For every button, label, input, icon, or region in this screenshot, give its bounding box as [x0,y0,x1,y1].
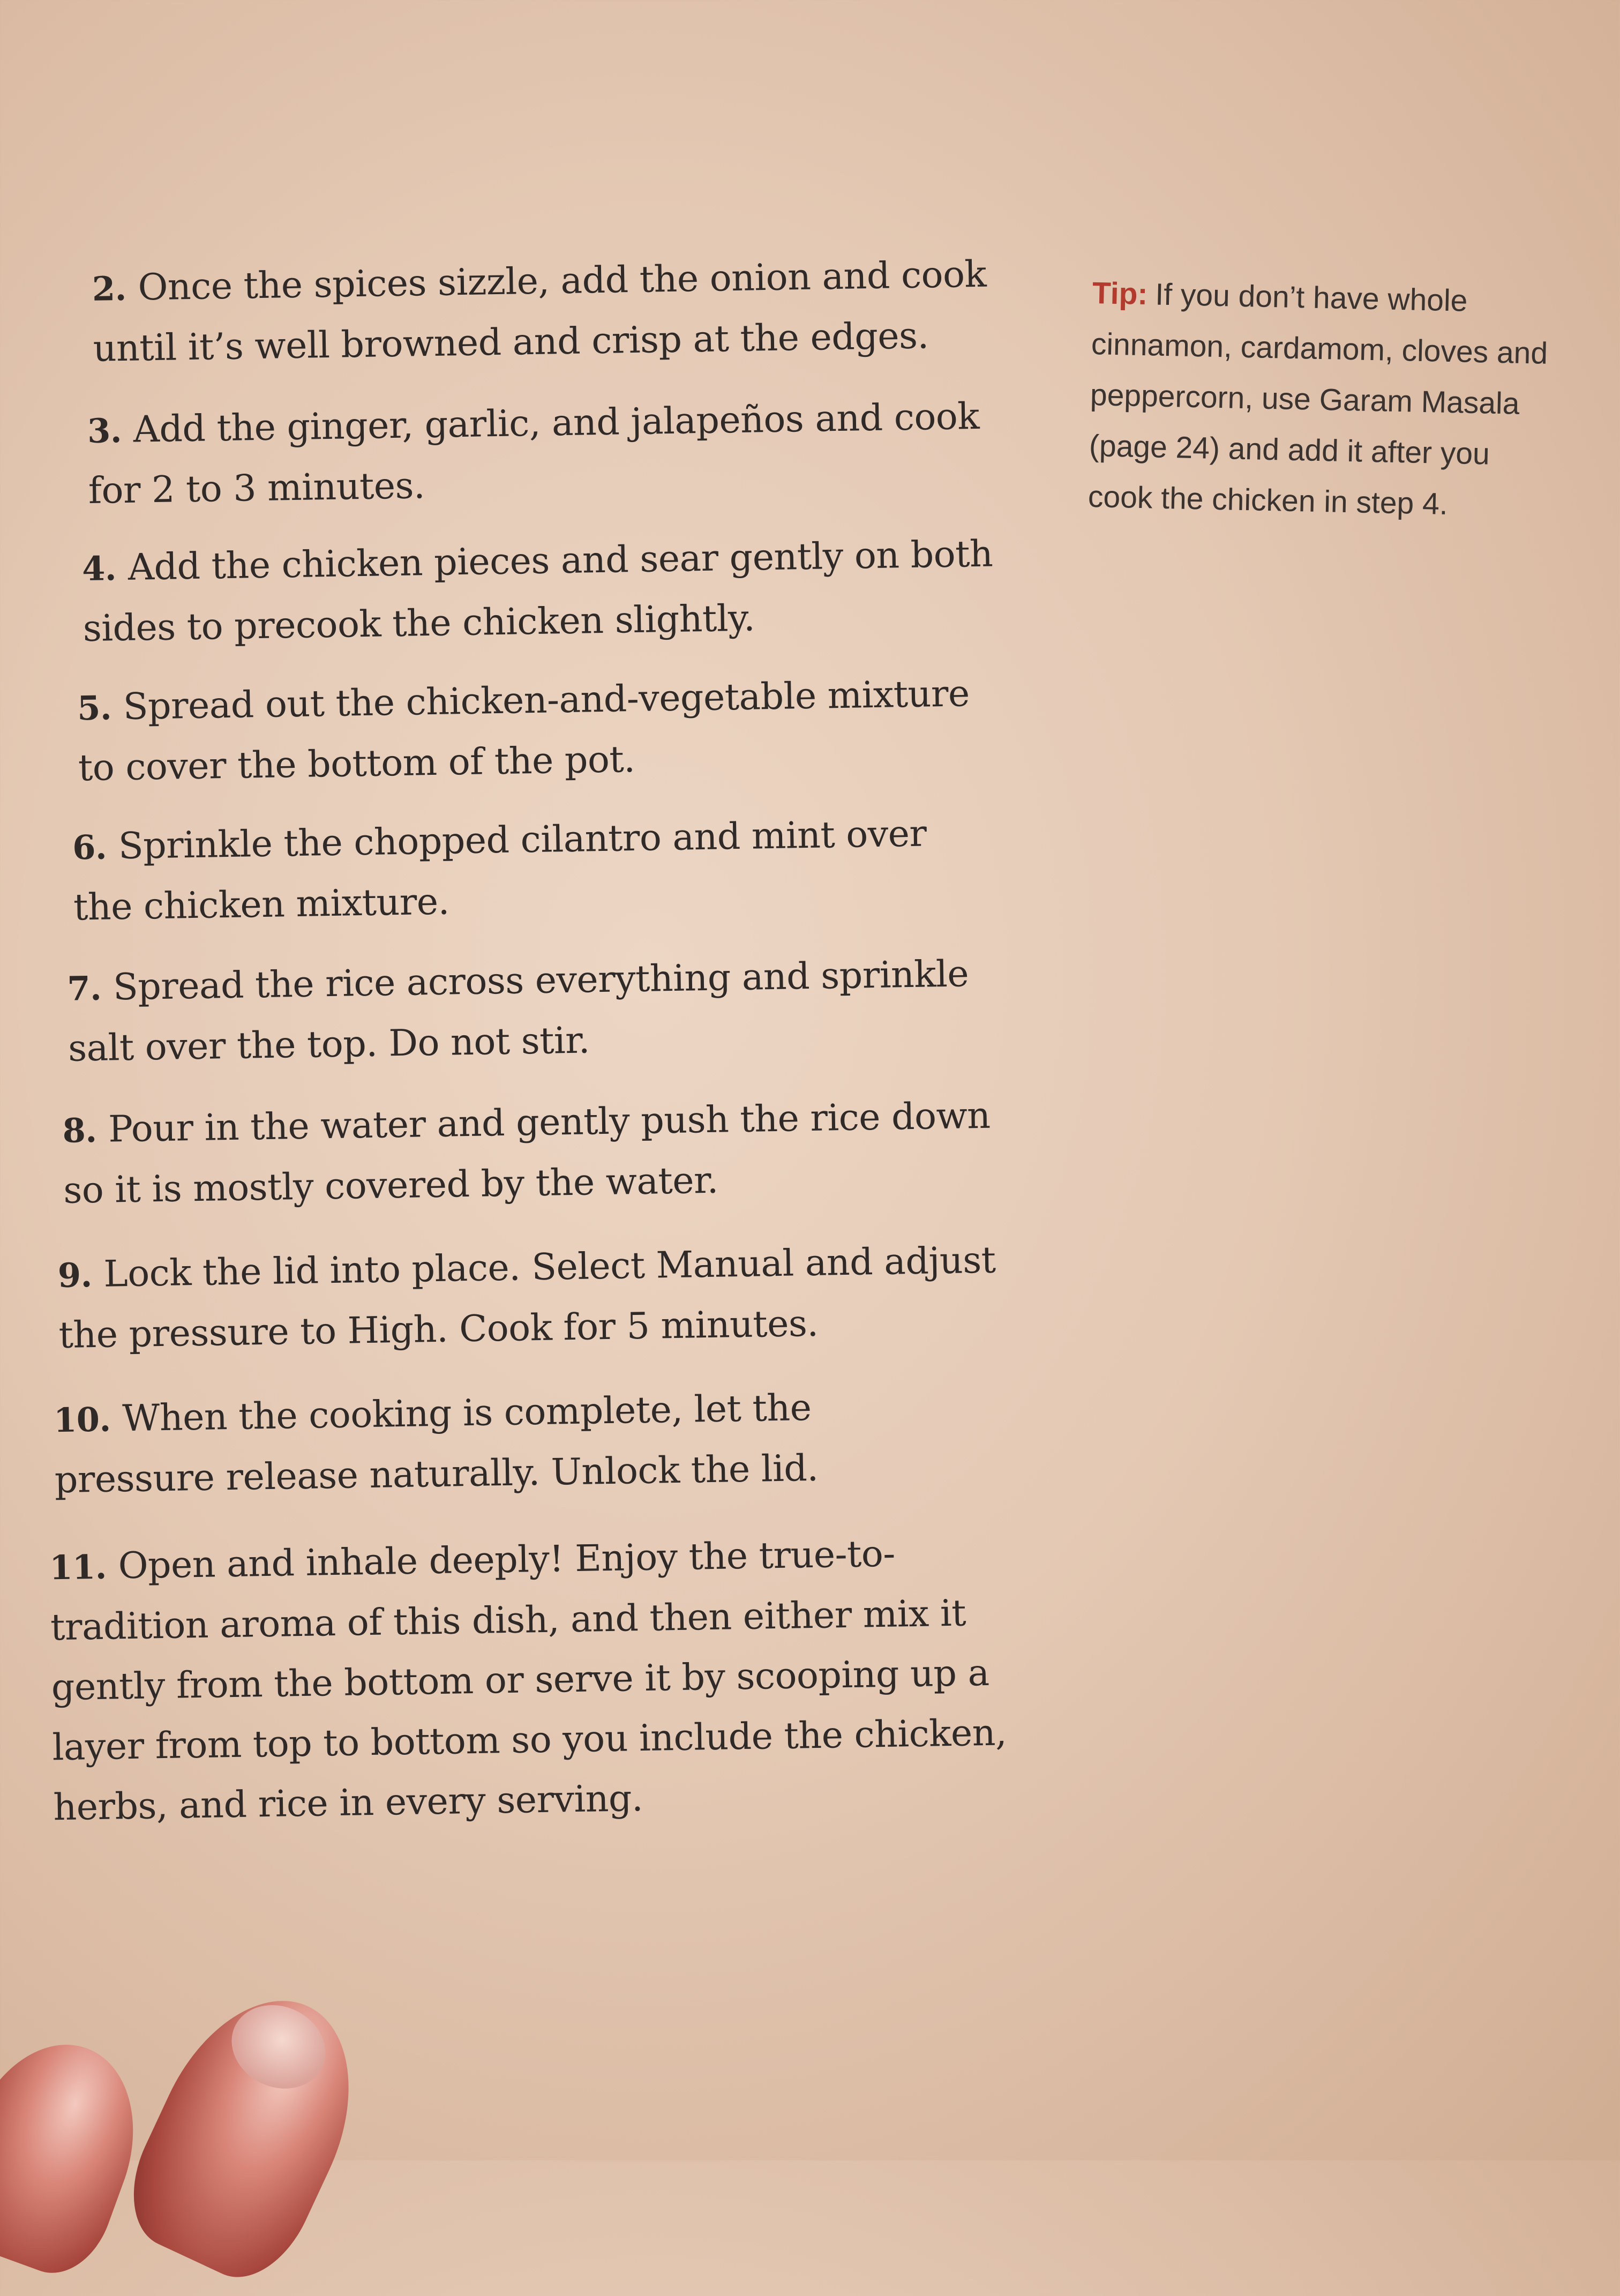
step-text: Spread the rice across everything and sprinkle salt over the top. Do not stir. [68,953,969,1070]
step-text: Add the chicken pieces and sear gently on both sides to precook the chicken slightly. [82,533,993,650]
step-text: Once the spices sizzle, add the onion and cook until it’s well browned and crisp at the edges. [93,253,987,370]
step-3 [87,386,999,521]
step-number: 2. [92,268,127,309]
step-6 [72,803,973,938]
tip-sidebar [1088,268,1564,532]
step-2 [92,244,1004,379]
step-4 [81,524,1026,660]
step-number: 4. [81,549,117,589]
step-9 [57,1230,1023,1366]
step-number: 11. [49,1547,107,1588]
step-10 [53,1375,976,1510]
step-11 [49,1522,1040,1838]
step-text: Open and inhale deeply! Enjoy the true-to-tradition aroma of this dish, and then either mix it gently from the bottom or serve it by scooping up a layer from top to bottom so you include the chicken, herbs, and rice in every serving. [50,1532,1007,1829]
step-8 [62,1086,1028,1221]
step-number: 7. [66,968,102,1008]
step-number: 8. [62,1110,97,1150]
tip-text: If you don’t have whole cinnamon, cardamom, cloves and peppercorn, use Garam Masala (page 24) and add it after you cook the chicken in step 4. [1088,277,1548,521]
step-5 [77,664,989,799]
step-text: Spread out the chicken-and-vegetable mixture to cover the bottom of the pot. [78,672,970,790]
step-text: Lock the lid into place. Select Manual and adjust the pressure to High. Cook for 5 minutes. [58,1239,996,1357]
step-number: 9. [57,1255,93,1296]
step-number: 5. [77,688,112,728]
step-number: 6. [72,827,107,867]
step-text: Add the ginger, garlic, and jalapeños and cook for 2 to 3 minutes. [88,395,980,512]
tip-label: Tip: [1092,275,1149,312]
step-text: Sprinkle the chopped cilantro and mint over the chicken mixture. [73,812,927,929]
step-text: Pour in the water and gently push the rice down so it is mostly covered by the water. [63,1094,991,1212]
step-text: When the cooking is complete, let the pressure release naturally. Unlock the lid. [54,1387,819,1502]
step-7 [67,944,1011,1079]
step-number: 10. [53,1400,111,1440]
step-number: 3. [87,411,122,451]
